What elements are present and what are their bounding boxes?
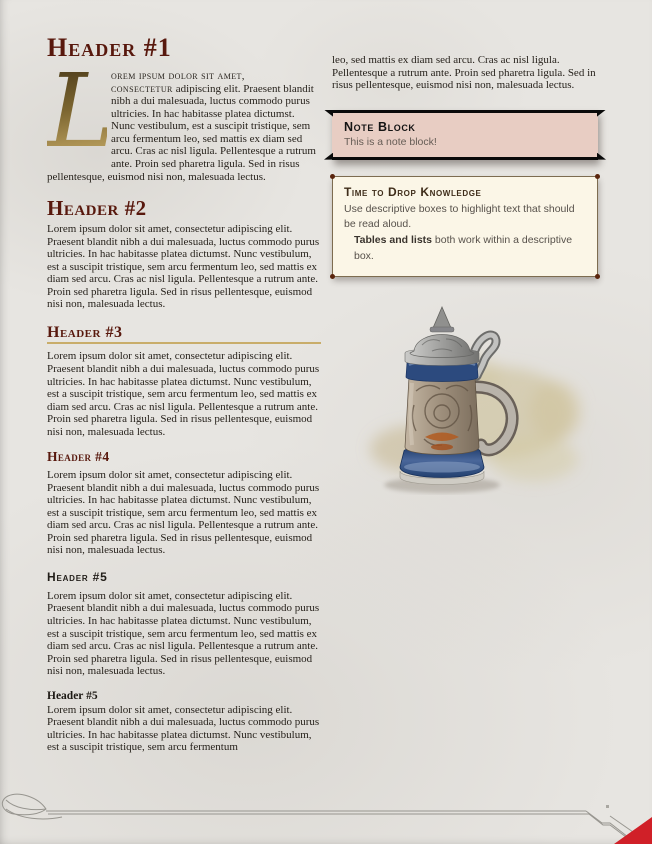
section-title-h6: Header #5: [47, 689, 98, 702]
beer-stein-illustration: [346, 301, 596, 501]
box-corner-dot-icon: [595, 274, 600, 279]
section-title-h4: Header #4: [47, 449, 110, 465]
drop-cap-letter: L: [47, 52, 115, 172]
section-header6: [47, 690, 321, 754]
box-corner-dot-icon: [330, 174, 335, 179]
note-block-title: Note Block: [344, 119, 416, 134]
intro-lead-smallcaps: orem ipsum dolor sit amet, consectetur: [111, 70, 245, 95]
descriptive-box: [332, 176, 598, 277]
note-corner-arrow-icon: [597, 153, 606, 160]
section-title-h3: Header #3: [47, 324, 321, 345]
section-paragraph: Lorem ipsum dolor sit amet, consectetur adipiscing elit. Praesent blandit nibh a dui malesuada, luctus commodo purus ultricies. In hac habitasse platea dictumst. Nunc vestibulum, est a suscipit tristique, sem arcu fermentum leo, sed mattis ex diam sed arcu. Cras ac nisl ligula. Pellentesque a rutrum ante. Proin sed pharetra ligula. Sed in risus pellentesque, euismod nisi non, malesuada lectus.: [47, 223, 320, 311]
section-paragraph: Lorem ipsum dolor sit amet, consectetur adipiscing elit. Praesent blandit nibh a dui malesuada, luctus commodo purus ultricies. In hac habitasse platea dictumst. Nunc vestibulum, est a suscipit tristique, sem arcu fermentum leo, sed mattis ex diam sed arcu. Cras ac nisl ligula. Pellentesque a rutrum ante. Proin sed pharetra ligula. Sed in risus pellentesque, euismod nisi non, malesuada lectus.: [47, 469, 320, 557]
section-title-h5: Header #5: [47, 569, 108, 584]
bold-lead-text: Tables and lists: [354, 234, 432, 247]
note-corner-arrow-icon: [324, 110, 333, 117]
intro-body-text: adipiscing elit. Praesent blandit nibh a dui malesuada, luctus commodo purus ultricies. In hac habitasse platea dictumst. Nunc vestibulum, est a suscipit tristique, sem arcu fermentum leo, sed mattis ex diam sed arcu. Cras ac nisl ligula. Pellentesque a rutrum ante. Proin sed pharetra ligula. Sed in risus pellentesque, euismod nisi non, malesuada lectus.: [47, 82, 316, 183]
section-paragraph: Lorem ipsum dolor sit amet, consectetur adipiscing elit. Praesent blandit nibh a dui malesuada, luctus commodo purus ultricies. In hac habitasse platea dictumst. Nunc vestibulum, est a suscipit tristique, sem arcu fermentum leo, sed mattis ex diam sed arcu. Cras ac nisl ligula. Pellentesque a rutrum ante. Proin sed pharetra ligula. Sed in risus pellentesque, euismod nisi non, malesuada lectus.: [47, 350, 320, 438]
section-paragraph: Lorem ipsum dolor sit amet, consectetur adipiscing elit. Praesent blandit nibh a dui malesuada, luctus commodo purus ultricies. In hac habitasse platea dictumst. Nunc vestibulum, est a suscipit tristique, sem arcu fermentum leo, sed mattis ex diam sed arcu. Cras ac nisl ligula. Pellentesque a rutrum ante. Proin sed pharetra ligula. Sed in risus pellentesque, euismod nisi non, malesuada lectus.: [47, 589, 320, 678]
box-corner-dot-icon: [330, 274, 335, 279]
note-corner-arrow-icon: [597, 110, 606, 117]
descriptive-box-paragraph2: [344, 233, 586, 265]
descriptive-box-paragraph: Use descriptive boxes to highlight text that should be read aloud.: [344, 202, 575, 231]
section-title-h2: Header #2: [47, 196, 147, 221]
page-footer-ornament: [0, 790, 652, 844]
left-column: [47, 34, 321, 754]
section-header5: [47, 571, 321, 678]
section-header3: [47, 324, 321, 438]
section-header4: [47, 450, 321, 557]
continuation-paragraph: leo, sed mattis ex diam sed arcu. Cras ac nisl ligula. Pellentesque a rutrum ante. Proin sed pharetra ligula. Sed in risus pellentesque, euismod nisi non, malesuada lectus.: [332, 54, 596, 92]
section-header2: [47, 197, 321, 311]
page-title: Header #1: [47, 33, 172, 62]
note-block: [332, 110, 598, 160]
footer-dot: [606, 805, 609, 808]
note-block-text: This is a note block!: [344, 135, 437, 148]
section-paragraph: Lorem ipsum dolor sit amet, consectetur adipiscing elit. Praesent blandit nibh a dui malesuada, luctus commodo purus ultricies. In hac habitasse platea dictumst. Nunc vestibulum, est a suscipit tristique, sem arcu fermentum: [47, 703, 320, 754]
paragraph2-rest-text: both work within a descriptive box.: [354, 234, 573, 262]
box-corner-dot-icon: [595, 174, 600, 179]
descriptive-box-title: Time to Drop Knowledge: [344, 184, 482, 199]
note-corner-arrow-icon: [324, 153, 333, 160]
intro-paragraph: [47, 52, 321, 183]
right-column: [332, 54, 598, 501]
